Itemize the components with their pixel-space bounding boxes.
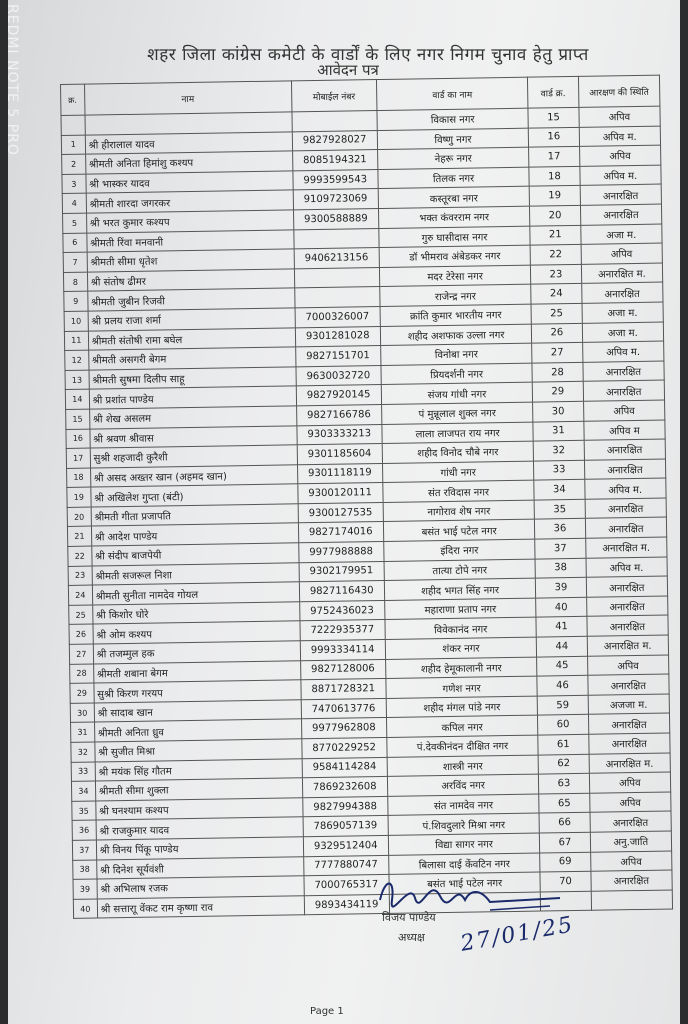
cell-mobile: 8085194321 — [292, 150, 378, 171]
cell-ward-no: 69 — [540, 852, 591, 872]
cell-sn: 5 — [63, 213, 87, 233]
cell-ward-no: 23 — [531, 264, 582, 284]
page-number: Page 1 — [310, 1006, 344, 1017]
cell-ward-no: 46 — [537, 676, 588, 696]
cell-ward-name: विकास नगर — [377, 108, 529, 130]
cell-sn: 28 — [70, 664, 94, 684]
cell-reservation: अनारक्षित म. — [581, 263, 663, 284]
cell-sn: 24 — [68, 585, 92, 605]
cell-ward-name: नेहरू नगर — [378, 147, 530, 169]
cell-name: श्री प्रलय राजा शर्मा — [88, 308, 295, 331]
cell-name: श्री भास्कर यादव — [86, 171, 293, 194]
cell-name: श्रीमती जुबीन रिजवी — [87, 288, 294, 311]
cell-mobile: 7222935377 — [299, 620, 385, 641]
cell-sn: 16 — [66, 429, 90, 449]
cell-sn: 10 — [64, 311, 88, 331]
cell-reservation: अपिव म. — [586, 557, 668, 578]
cell-ward-no: 30 — [533, 401, 584, 421]
cell-ward-name: बसंत भाई पटेल नगर — [383, 520, 535, 542]
cell-name: श्रीमती शारदा जगरकर — [86, 190, 293, 213]
cell-ward-name: गांधी नगर — [382, 461, 534, 483]
cell-ward-no: 34 — [534, 480, 585, 500]
cell-sn: 32 — [71, 742, 95, 762]
cell-sn: 27 — [69, 644, 93, 664]
cell-sn: 35 — [72, 801, 96, 821]
cell-mobile: 9302179951 — [299, 561, 385, 582]
cell-sn: 8 — [63, 272, 87, 292]
cell-ward-name: पं.शिवदुलारे मिश्रा नगर — [388, 813, 540, 835]
cell-mobile: 9584114284 — [302, 757, 388, 778]
cell-ward-name: शंकर नगर — [385, 637, 537, 659]
cell-sn: 13 — [65, 370, 89, 390]
signature-block — [370, 870, 650, 990]
cell-ward-name: बसंत भाई पटेल नगर — [389, 872, 541, 894]
cell-reservation: अपिव — [579, 145, 661, 166]
cell-ward-name: संत नामदेव नगर — [388, 794, 540, 816]
cell-reservation: अनारक्षित — [585, 517, 667, 538]
header-name: नाम — [84, 81, 291, 115]
cell-sn: 14 — [65, 389, 89, 409]
cell-sn: 26 — [69, 624, 93, 644]
cell-name: श्री सुजीत मिश्रा — [94, 739, 301, 762]
cell-reservation: अनारक्षित — [583, 380, 665, 401]
cell-ward-no: 45 — [537, 656, 588, 676]
cell-name: श्री संदीप बाजपेयी — [91, 543, 298, 566]
cell-ward-no: 67 — [540, 832, 591, 852]
cell-mobile: 9406213156 — [294, 248, 380, 269]
cell-sn: 12 — [65, 350, 89, 370]
cell-reservation: अनारक्षित म. — [589, 753, 671, 774]
cell-sn: 2 — [62, 154, 86, 174]
cell-ward-name: संत रविदास नगर — [383, 480, 535, 502]
cell-name: श्रीमती रिंवा मनवानी — [86, 229, 293, 252]
cell-ward-no: 44 — [536, 636, 587, 656]
cell-reservation: अपिव — [587, 655, 669, 676]
cell-mobile: 7000326007 — [295, 306, 381, 327]
header-ward-name: वार्ड का नाम — [376, 77, 528, 110]
cell-name: श्री अखिलेश गुप्ता (बंटी) — [90, 484, 297, 507]
cell-name: सुश्री शहजादी कुरैशी — [90, 445, 297, 468]
cell-ward-name: लाला लाजपत राय नगर — [382, 422, 534, 444]
cell-sn: 21 — [67, 527, 91, 547]
cell-ward-no: 32 — [533, 440, 584, 460]
cell-ward-name: गणेश नगर — [386, 676, 538, 698]
signature-date: 27/01/25 — [458, 912, 577, 957]
cell-ward-name: बिलासा दाई केंवटिन नगर — [389, 853, 541, 875]
cell-ward-no: 21 — [530, 225, 581, 245]
cell-reservation: अपिव — [581, 243, 663, 264]
cell-name: श्री सादाब खान — [94, 700, 301, 723]
cell-mobile: 9827928027 — [292, 130, 378, 151]
cell-name: श्री मयंक सिंह गौतम — [95, 758, 302, 781]
cell-ward-no: 27 — [532, 342, 583, 362]
cell-name: श्री सत्ताराू वेंकट राम कृष्णा राव — [97, 896, 304, 919]
cell-mobile: 9300120111 — [297, 483, 383, 504]
cell-reservation: अनारक्षित — [587, 615, 669, 636]
cell-sn: 23 — [68, 566, 92, 586]
cell-mobile: 9827920145 — [296, 385, 382, 406]
cell-reservation: अनारक्षित — [586, 576, 668, 597]
cell-name: श्री श्रवण श्रीवास — [90, 425, 297, 448]
cell-ward-name: इंदिरा नगर — [384, 539, 536, 561]
cell-name: श्रीमती असगरी बेगम — [88, 347, 295, 370]
cell-mobile: 9329512404 — [303, 835, 389, 856]
cell-mobile: 9827166786 — [296, 404, 382, 425]
cell-ward-name: पं मुन्नूलाल शुक्ल नगर — [382, 402, 534, 424]
cell-mobile: 9827128006 — [300, 659, 386, 680]
cell-mobile: 9301118119 — [297, 463, 383, 484]
cell-mobile: 9303333213 — [296, 424, 382, 445]
cell-sn: 36 — [72, 820, 96, 840]
cell-ward-no: 26 — [532, 323, 583, 343]
cell-ward-name: शहीद हेमूकालानी नगर — [386, 657, 538, 679]
cell-name: श्रीमती सुषमा दिलीप साहू — [89, 367, 296, 390]
cell-sn: 18 — [67, 468, 91, 488]
cell-mobile: 7869057139 — [303, 816, 389, 837]
cell-sn: 19 — [67, 487, 91, 507]
cell-reservation: अपिव म — [583, 420, 665, 441]
cell-mobile: 9301281028 — [295, 326, 381, 347]
cell-name: श्रीमती शबाना बेगम — [93, 660, 300, 683]
cell-reservation: अजा म. — [582, 302, 664, 323]
cell-mobile — [291, 111, 377, 132]
cell-reservation: अपिव — [583, 400, 665, 421]
cell-name: श्रीमती अनिता हिमांशु कश्यप — [85, 151, 292, 174]
cell-sn: 7 — [63, 252, 87, 272]
cell-sn — [61, 115, 85, 135]
cell-reservation: अपिव — [579, 106, 661, 127]
signer-name: विजय पाण्डेय — [382, 911, 436, 924]
cell-sn: 29 — [70, 683, 94, 703]
cell-ward-name: मदर टेरेसा नगर — [379, 265, 531, 287]
cell-ward-name: डॉ भीमराव अंबेडकर नगर — [379, 245, 531, 267]
cell-name: श्री घनश्याम कश्यप — [95, 798, 302, 821]
cell-ward-no: 39 — [536, 578, 587, 598]
cell-name: श्री आदेश पाण्डेय — [91, 523, 298, 546]
cell-reservation: अजा म. — [580, 224, 662, 245]
document-title: शहर जिला कांग्रेस कमेटी के वार्डों के लिए नगर निगम चुनाव हेतु प्राप्त — [147, 45, 589, 65]
cell-ward-name: शास्त्री नगर — [387, 755, 539, 777]
cell-ward-name: प्रियदर्शनी नगर — [381, 363, 533, 385]
cell-reservation: अनारक्षित — [580, 204, 662, 225]
cell-name: श्री हीरालाल यादव — [85, 131, 292, 154]
cell-mobile: 9977988888 — [298, 542, 384, 563]
cell-reservation: अनारक्षित — [581, 282, 663, 303]
cell-mobile: 9827174016 — [298, 522, 384, 543]
cell-mobile: 9827994388 — [302, 796, 388, 817]
cell-ward-name: विवेकानंद नगर — [385, 618, 537, 640]
cell-ward-no: 17 — [529, 147, 580, 167]
cell-reservation: अपिव म. — [579, 126, 661, 147]
cell-ward-no: 33 — [534, 460, 585, 480]
cell-ward-name: गुरु घासीदास नगर — [379, 226, 531, 248]
cell-name: श्री शेख असलम — [89, 406, 296, 429]
cell-ward-name: कस्तूरबा नगर — [378, 187, 530, 209]
cell-reservation: अपिव म. — [579, 165, 661, 186]
cell-ward-no: 61 — [538, 734, 589, 754]
cell-name: श्री अभिलाष रजक — [97, 876, 304, 899]
cell-ward-no: 36 — [535, 519, 586, 539]
cell-mobile: 9893434119 — [304, 894, 390, 915]
cell-mobile: 9300588889 — [293, 208, 379, 229]
cell-ward-name: शहीद मंगल पांडे नगर — [386, 696, 538, 718]
cell-ward-no: 62 — [538, 754, 589, 774]
cell-reservation: अजा म. — [582, 322, 664, 343]
document-subtitle: आवेदन पत्र — [317, 61, 379, 79]
cell-name: श्री भरत कुमार कश्यप — [86, 210, 293, 233]
cell-mobile: 7869232608 — [302, 777, 388, 798]
cell-sn: 1 — [61, 135, 85, 155]
cell-reservation: अजजा म. — [588, 694, 670, 715]
cell-ward-name: विद्या सागर नगर — [388, 833, 540, 855]
cell-name: श्रीमती सीमा शुक्ला — [95, 778, 302, 801]
cell-name: श्रीमती अनिता ध्रुव — [94, 719, 301, 742]
cell-mobile: 9752436023 — [299, 600, 385, 621]
cell-ward-no: 35 — [534, 499, 585, 519]
cell-mobile: 9300127535 — [298, 502, 384, 523]
cell-reservation: अपिव — [589, 772, 671, 793]
cell-name: श्री संतोष ढीमर — [87, 269, 294, 292]
cell-mobile: 8871728321 — [300, 679, 386, 700]
cell-mobile: 9827151701 — [295, 346, 381, 367]
cell-name: श्रीमती सीमा धृतेश — [87, 249, 294, 272]
cell-ward-no: 25 — [531, 303, 582, 323]
cell-ward-name: महाराणा प्रताप नगर — [385, 598, 537, 620]
cell-ward-no: 38 — [535, 558, 586, 578]
cell-ward-no: 70 — [540, 871, 591, 891]
cell-name: श्रीमती गीता प्रजापति — [91, 504, 298, 527]
cell-sn: 40 — [73, 899, 97, 919]
cell-sn: 4 — [62, 193, 86, 213]
cell-reservation: अनारक्षित — [590, 811, 672, 832]
cell-sn: 38 — [73, 860, 97, 880]
cell-mobile: 7000765317 — [303, 875, 389, 896]
cell-ward-name: शहीद अशफाक उल्ला नगर — [380, 324, 532, 346]
cell-mobile: 9993334114 — [300, 639, 386, 660]
cell-name: श्री ओम कश्यप — [93, 621, 300, 644]
cell-sn: 20 — [67, 507, 91, 527]
cell-reservation: अपिव म. — [582, 341, 664, 362]
cell-mobile: 9630032720 — [295, 365, 381, 386]
cell-ward-name: पं.देवकीनंदन दीक्षित नगर — [387, 735, 539, 757]
cell-mobile: 7777880747 — [303, 855, 389, 876]
header-ward-no: वार्ड क्र. — [528, 76, 579, 108]
cell-name: श्री प्रशांत पाण्डेय — [89, 386, 296, 409]
cell-sn: 34 — [71, 781, 95, 801]
signer-role: अध्यक्ष — [398, 931, 425, 944]
cell-mobile: 9109723069 — [293, 189, 379, 210]
cell-ward-name: तिलक नगर — [378, 167, 530, 189]
applications-table — [60, 75, 673, 920]
cell-name: सुश्री किरण गरयप — [94, 680, 301, 703]
cell-sn: 6 — [63, 233, 87, 253]
cell-reservation: अनारक्षित — [585, 498, 667, 519]
cell-reservation: अनारक्षित — [588, 733, 670, 754]
cell-reservation: अनारक्षित — [584, 459, 666, 480]
cell-ward-no: 29 — [532, 382, 583, 402]
cell-ward-name: कपिल नगर — [386, 715, 538, 737]
cell-sn: 3 — [62, 174, 86, 194]
cell-ward-no: 63 — [539, 773, 590, 793]
cell-sn: 9 — [64, 291, 88, 311]
cell-ward-no: 40 — [536, 597, 587, 617]
cell-sn: 39 — [73, 879, 97, 899]
cell-name: श्री तजम्मुल हक — [93, 641, 300, 664]
cell-mobile: 9301185604 — [297, 444, 383, 465]
cell-ward-no: 28 — [532, 362, 583, 382]
cell-reservation: अनारक्षित — [580, 184, 662, 205]
cell-name: श्री किशोर घोरे — [92, 602, 299, 625]
cell-name: श्री विनय पिंकू पाण्डेय — [96, 837, 303, 860]
cell-ward-name: अरविंद नगर — [387, 774, 539, 796]
cell-sn: 15 — [66, 409, 90, 429]
header-mobile: मोबाईल नंबर — [291, 80, 377, 112]
cell-mobile: 8770229252 — [301, 737, 387, 758]
cell-ward-no: 65 — [539, 793, 590, 813]
cell-mobile — [294, 267, 380, 288]
cell-name: श्रीमती सुनीता नामदेव गोयल — [92, 582, 299, 605]
cell-sn: 22 — [68, 546, 92, 566]
cell-ward-name: संजय गांधी नगर — [381, 382, 533, 404]
cell-ward-no: 18 — [529, 166, 580, 186]
cell-reservation: अनारक्षित — [588, 713, 670, 734]
cell-ward-no: 66 — [539, 813, 590, 833]
header-reservation: आरक्षण की स्थिति — [578, 75, 660, 107]
cell-ward-name: विनोबा नगर — [381, 343, 533, 365]
camera-watermark: REDMI NOTE 5 PRO — [4, 4, 20, 156]
cell-ward-no: 37 — [535, 538, 586, 558]
cell-name: श्रीमती संतोषी रामा बघेल — [88, 327, 295, 350]
cell-name: श्री दिनेश सूर्यवंशी — [96, 856, 303, 879]
cell-sn: 37 — [72, 840, 96, 860]
cell-mobile: 9993599543 — [292, 169, 378, 190]
cell-reservation: अपिव म. — [584, 478, 666, 499]
cell-ward-name: शहीद विनोद चौबे नगर — [382, 441, 534, 463]
cell-mobile: 9827116430 — [299, 581, 385, 602]
cell-ward-name: भक्त कंवरराम नगर — [378, 206, 530, 228]
cell-reservation: अनारक्षित म. — [587, 635, 669, 656]
cell-name: श्री असद अख्तर खान (अहमद खान) — [90, 465, 297, 488]
cell-reservation: अपिव — [589, 792, 671, 813]
header-sn: क्र. — [61, 84, 85, 115]
cell-sn: 31 — [71, 722, 95, 742]
cell-ward-no: 16 — [528, 127, 579, 147]
cell-ward-name: राजेन्द्र नगर — [380, 284, 532, 306]
cell-mobile: 9977962808 — [301, 718, 387, 739]
cell-reservation: अनु.जाति — [590, 831, 672, 852]
cell-reservation: अनारक्षित — [586, 596, 668, 617]
cell-mobile: 7470613776 — [301, 698, 387, 719]
cell-reservation: अपिव — [590, 851, 672, 872]
table-body — [61, 106, 673, 919]
cell-ward-name: तात्या टोपे नगर — [384, 559, 536, 581]
cell-name: श्रीमती सजरूल निशा — [92, 562, 299, 585]
cell-ward-no: 15 — [528, 107, 579, 127]
cell-name: श्री राजकुमार यादव — [96, 817, 303, 840]
cell-reservation: अनारक्षित म. — [585, 537, 667, 558]
cell-reservation: अनारक्षित — [584, 439, 666, 460]
cell-sn: 25 — [69, 605, 93, 625]
cell-mobile — [293, 228, 379, 249]
cell-ward-name: शहीद भगत सिंह नगर — [384, 578, 536, 600]
cell-ward-no: 41 — [536, 617, 587, 637]
cell-ward-no: 31 — [533, 421, 584, 441]
cell-reservation: अनारक्षित — [591, 870, 673, 891]
cell-sn: 30 — [70, 703, 94, 723]
cell-ward-name: क्रांति कुमार भारतीय नगर — [380, 304, 532, 326]
cell-ward-no: 60 — [538, 715, 589, 735]
cell-ward-no: 59 — [537, 695, 588, 715]
cell-sn: 33 — [71, 762, 95, 782]
cell-sn: 17 — [66, 448, 90, 468]
cell-ward-no: 20 — [530, 205, 581, 225]
cell-ward-name: नागोराव शेष नगर — [383, 500, 535, 522]
cell-reservation: अनारक्षित — [583, 361, 665, 382]
cell-mobile — [294, 287, 380, 308]
cell-reservation: अनारक्षित — [587, 674, 669, 695]
cell-ward-no: 19 — [529, 186, 580, 206]
cell-ward-name: विष्णु नगर — [377, 128, 529, 150]
cell-sn: 11 — [64, 331, 88, 351]
cell-ward-no: 24 — [531, 284, 582, 304]
cell-ward-no: 22 — [530, 244, 581, 264]
